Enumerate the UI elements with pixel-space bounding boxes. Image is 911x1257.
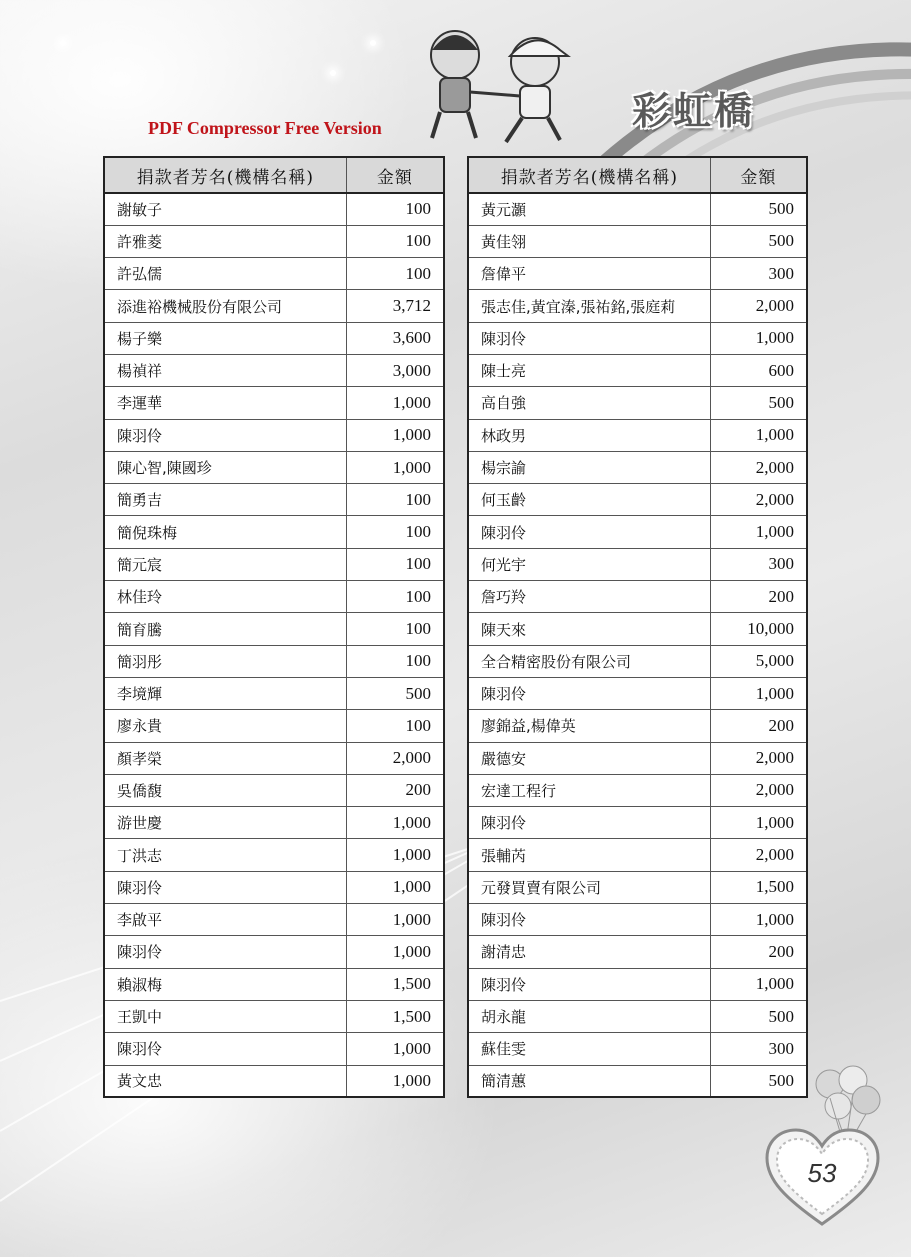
- header-amount: 金額: [710, 157, 807, 193]
- donation-amount-cell: 600: [710, 354, 807, 386]
- table-row: [468, 968, 807, 1000]
- donor-name-cell: 何光宇: [468, 548, 710, 580]
- donation-amount-cell: 500: [710, 387, 807, 419]
- donation-amount-cell: 200: [710, 581, 807, 613]
- donation-amount-cell: 200: [710, 710, 807, 742]
- table-row: [468, 419, 807, 451]
- donation-table-left: [103, 156, 445, 1098]
- header-amount: 金額: [346, 157, 444, 193]
- table-row: [104, 225, 444, 257]
- donor-name-cell: 李境輝: [104, 677, 346, 709]
- table-row: [104, 807, 444, 839]
- table-row: [104, 193, 444, 225]
- donor-name-cell: 陳士亮: [468, 354, 710, 386]
- donor-name-cell: 詹巧羚: [468, 581, 710, 613]
- donation-amount-cell: 3,000: [346, 354, 444, 386]
- table-row: [468, 451, 807, 483]
- table-row: [104, 258, 444, 290]
- donor-name-cell: 全合精密股份有限公司: [468, 645, 710, 677]
- donation-amount-cell: 1,000: [710, 419, 807, 451]
- donor-name-cell: 簡倪珠梅: [104, 516, 346, 548]
- donation-amount-cell: 100: [346, 581, 444, 613]
- donor-name-cell: 黃元灝: [468, 193, 710, 225]
- donor-name-cell: 胡永龍: [468, 1000, 710, 1032]
- donation-amount-cell: 1,000: [346, 1033, 444, 1065]
- table-header-row: [104, 157, 444, 193]
- donor-name-cell: 丁洪志: [104, 839, 346, 871]
- donation-amount-cell: 1,500: [346, 1000, 444, 1032]
- donor-name-cell: 何玉齡: [468, 484, 710, 516]
- donor-name-cell: 陳心智,陳國珍: [104, 451, 346, 483]
- donor-name-cell: 楊禎祥: [104, 354, 346, 386]
- donation-amount-cell: 100: [346, 193, 444, 225]
- table-row: [468, 548, 807, 580]
- table-row: [468, 871, 807, 903]
- table-row: [468, 677, 807, 709]
- donation-amount-cell: 1,000: [346, 807, 444, 839]
- magazine-logo-title: 彩虹橋: [632, 89, 756, 133]
- table-row: [468, 807, 807, 839]
- table-row: [468, 290, 807, 322]
- donor-name-cell: 陳羽伶: [468, 677, 710, 709]
- table-row: [468, 387, 807, 419]
- donation-amount-cell: 2,000: [710, 290, 807, 322]
- table-row: [104, 354, 444, 386]
- table-row: [468, 904, 807, 936]
- donation-amount-cell: 1,000: [710, 516, 807, 548]
- children-illustration: [410, 20, 590, 150]
- sparkle: [60, 40, 66, 46]
- table-row: [104, 484, 444, 516]
- donation-amount-cell: 100: [346, 645, 444, 677]
- table-row: [468, 1065, 807, 1097]
- donation-amount-cell: 2,000: [346, 742, 444, 774]
- donation-amount-cell: 1,000: [346, 904, 444, 936]
- donor-name-cell: 元發買賣有限公司: [468, 871, 710, 903]
- donor-name-cell: 張輔芮: [468, 839, 710, 871]
- table-row: [104, 387, 444, 419]
- table-row: [104, 516, 444, 548]
- donor-name-cell: 游世慶: [104, 807, 346, 839]
- donation-amount-cell: 300: [710, 1033, 807, 1065]
- donation-amount-cell: 1,000: [710, 677, 807, 709]
- table-row: [468, 645, 807, 677]
- donor-name-cell: 宏達工程行: [468, 774, 710, 806]
- donation-amount-cell: 2,000: [710, 742, 807, 774]
- donation-amount-cell: 2,000: [710, 484, 807, 516]
- donor-name-cell: 廖永貴: [104, 710, 346, 742]
- donation-amount-cell: 1,000: [710, 968, 807, 1000]
- donor-name-cell: 許弘儒: [104, 258, 346, 290]
- donation-amount-cell: 1,000: [346, 936, 444, 968]
- donor-name-cell: 簡勇吉: [104, 484, 346, 516]
- table-row: [104, 710, 444, 742]
- donor-name-cell: 吳僑馥: [104, 774, 346, 806]
- donor-name-cell: 李啟平: [104, 904, 346, 936]
- table-row: [468, 742, 807, 774]
- donor-name-cell: 楊子樂: [104, 322, 346, 354]
- donor-name-cell: 李運華: [104, 387, 346, 419]
- table-row: [468, 710, 807, 742]
- donation-amount-cell: 2,000: [710, 451, 807, 483]
- donor-name-cell: 賴淑梅: [104, 968, 346, 1000]
- table-row: [468, 193, 807, 225]
- donor-name-cell: 簡清蕙: [468, 1065, 710, 1097]
- table-row: [468, 839, 807, 871]
- table-row: [468, 1033, 807, 1065]
- donor-name-cell: 黃佳翎: [468, 225, 710, 257]
- donation-amount-cell: 1,000: [346, 839, 444, 871]
- donation-amount-cell: 300: [710, 548, 807, 580]
- header-donor-name: 捐款者芳名(機構名稱): [104, 157, 346, 193]
- table-row: [104, 1000, 444, 1032]
- donor-name-cell: 詹偉平: [468, 258, 710, 290]
- donation-amount-cell: 200: [710, 936, 807, 968]
- donation-amount-cell: 500: [710, 1000, 807, 1032]
- donation-amount-cell: 100: [346, 516, 444, 548]
- table-row: [104, 839, 444, 871]
- donation-amount-cell: 1,500: [346, 968, 444, 1000]
- donor-name-cell: 楊宗諭: [468, 451, 710, 483]
- donation-amount-cell: 3,712: [346, 290, 444, 322]
- table-row: [104, 548, 444, 580]
- donor-name-cell: 廖錦益,楊偉英: [468, 710, 710, 742]
- donation-amount-cell: 1,000: [710, 807, 807, 839]
- table-row: [104, 1065, 444, 1097]
- table-row: [468, 516, 807, 548]
- donor-name-cell: 蘇佳雯: [468, 1033, 710, 1065]
- donor-name-cell: 謝敏子: [104, 193, 346, 225]
- table-row: [468, 936, 807, 968]
- donor-name-cell: 簡羽彤: [104, 645, 346, 677]
- donor-name-cell: 陳羽伶: [468, 516, 710, 548]
- donation-amount-cell: 100: [346, 548, 444, 580]
- sparkle: [370, 40, 376, 46]
- donor-name-cell: 許雅菱: [104, 225, 346, 257]
- donation-amount-cell: 100: [346, 710, 444, 742]
- table-row: [468, 774, 807, 806]
- donor-name-cell: 簡育騰: [104, 613, 346, 645]
- table-row: [104, 419, 444, 451]
- donor-name-cell: 陳羽伶: [104, 1033, 346, 1065]
- donor-name-cell: 張志佳,黃宜溱,張祐銘,張庭莉: [468, 290, 710, 322]
- table-row: [468, 354, 807, 386]
- table-row: [104, 774, 444, 806]
- table-row: [104, 1033, 444, 1065]
- donation-amount-cell: 500: [346, 677, 444, 709]
- donor-name-cell: 陳羽伶: [468, 807, 710, 839]
- table-row: [468, 322, 807, 354]
- donation-amount-cell: 5,000: [710, 645, 807, 677]
- donor-name-cell: 陳羽伶: [468, 322, 710, 354]
- donation-amount-cell: 100: [346, 613, 444, 645]
- table-row: [104, 904, 444, 936]
- donor-name-cell: 嚴德安: [468, 742, 710, 774]
- donation-amount-cell: 1,000: [346, 451, 444, 483]
- donation-amount-cell: 2,000: [710, 839, 807, 871]
- donor-name-cell: 陳羽伶: [468, 968, 710, 1000]
- donation-amount-cell: 300: [710, 258, 807, 290]
- donor-name-cell: 陳羽伶: [104, 419, 346, 451]
- donation-amount-cell: 3,600: [346, 322, 444, 354]
- donor-name-cell: 王凱中: [104, 1000, 346, 1032]
- table-row: [468, 225, 807, 257]
- donor-name-cell: 顏孝榮: [104, 742, 346, 774]
- donor-name-cell: 陳天來: [468, 613, 710, 645]
- donation-amount-cell: 500: [710, 1065, 807, 1097]
- donation-amount-cell: 1,000: [346, 1065, 444, 1097]
- donor-name-cell: 陳羽伶: [104, 871, 346, 903]
- table-row: [104, 871, 444, 903]
- donor-name-cell: 簡元宸: [104, 548, 346, 580]
- table-row: [104, 322, 444, 354]
- donation-amount-cell: 200: [346, 774, 444, 806]
- donor-name-cell: 謝清忠: [468, 936, 710, 968]
- table-row: [468, 581, 807, 613]
- donor-name-cell: 陳羽伶: [468, 904, 710, 936]
- table-row: [468, 613, 807, 645]
- page-number: 53: [807, 1158, 837, 1188]
- sparkle: [330, 70, 336, 76]
- donation-amount-cell: 1,000: [346, 419, 444, 451]
- table-row: [104, 581, 444, 613]
- donation-amount-cell: 10,000: [710, 613, 807, 645]
- donation-amount-cell: 100: [346, 258, 444, 290]
- donation-amount-cell: 1,000: [346, 387, 444, 419]
- donor-name-cell: 林佳玲: [104, 581, 346, 613]
- donation-amount-cell: 100: [346, 225, 444, 257]
- table-row: [468, 1000, 807, 1032]
- table-row: [104, 451, 444, 483]
- donor-name-cell: 林政男: [468, 419, 710, 451]
- header-donor-name: 捐款者芳名(機構名稱): [468, 157, 710, 193]
- table-row: [104, 677, 444, 709]
- donation-table-right: [467, 156, 808, 1098]
- donor-name-cell: 添進裕機械股份有限公司: [104, 290, 346, 322]
- donation-amount-cell: 100: [346, 484, 444, 516]
- donation-amount-cell: 1,500: [710, 871, 807, 903]
- watermark-text: PDF Compressor Free Version: [148, 118, 382, 138]
- table-row: [104, 645, 444, 677]
- donor-name-cell: 高自強: [468, 387, 710, 419]
- table-row: [104, 290, 444, 322]
- table-row: [468, 484, 807, 516]
- table-row: [104, 968, 444, 1000]
- donation-amount-cell: 1,000: [346, 871, 444, 903]
- donor-name-cell: 陳羽伶: [104, 936, 346, 968]
- donation-amount-cell: 1,000: [710, 904, 807, 936]
- donation-amount-cell: 500: [710, 225, 807, 257]
- table-row: [468, 258, 807, 290]
- table-row: [104, 742, 444, 774]
- donor-name-cell: 黃文忠: [104, 1065, 346, 1097]
- donation-amount-cell: 500: [710, 193, 807, 225]
- table-header-row: [468, 157, 807, 193]
- donation-amount-cell: 1,000: [710, 322, 807, 354]
- table-row: [104, 936, 444, 968]
- donation-amount-cell: 2,000: [710, 774, 807, 806]
- table-row: [104, 613, 444, 645]
